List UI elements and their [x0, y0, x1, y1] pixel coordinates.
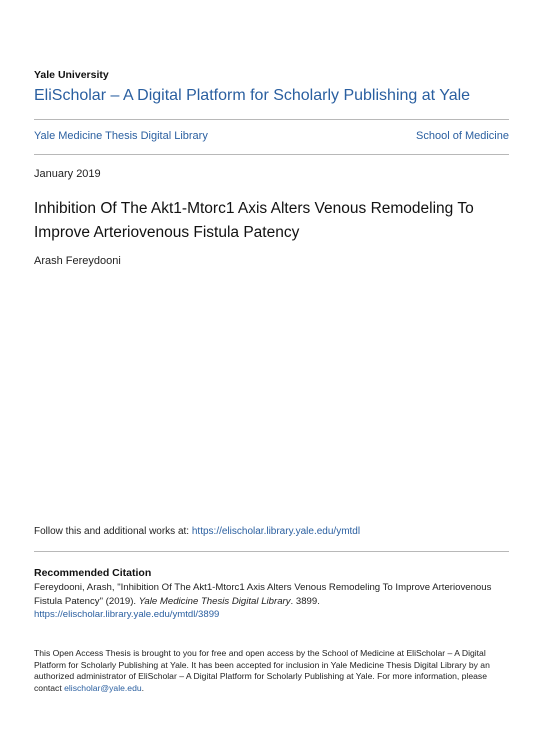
notice-text: This Open Access Thesis is brought to you for free and open access by the School of Medicine at EliScholar – A Digital Platform for Scholarly Publishing at Yale. It has been accepted for inclusion in Yale Medicine Thesis Digital Library by an authorized administrator of EliScholar – A Digital Platform for Scholarly Publishing at Yale. For more information, please contact — [34, 648, 490, 693]
document-title: Inhibition Of The Akt1-Mtorc1 Axis Alters Venous Remodeling To Improve Arteriovenous Fistula Patency — [34, 200, 474, 241]
access-notice — [34, 648, 509, 694]
notice-end: . — [141, 682, 145, 693]
department-link[interactable]: School of Medicine — [416, 130, 509, 142]
citation-block — [34, 581, 509, 622]
follow-label: Follow this and additional works at: — [34, 526, 192, 537]
collection-url-link[interactable]: https://elischolar.library.yale.edu/ymtdl — [191, 526, 361, 537]
citation-divider — [34, 551, 509, 552]
follow-line — [34, 526, 360, 537]
top-divider — [34, 119, 509, 120]
header-divider — [34, 154, 509, 155]
citation-heading: Recommended Citation — [34, 567, 152, 579]
institution-name: Yale University — [34, 69, 109, 81]
citation-url-link[interactable]: https://elischolar.library.yale.edu/ymtdl/3899 — [34, 609, 220, 620]
collection-link[interactable]: Yale Medicine Thesis Digital Library — [34, 130, 208, 142]
repository-link[interactable]: EliScholar – A Digital Platform for Scholarly Publishing at Yale — [34, 87, 471, 104]
contact-email-link[interactable]: elischolar@yale.edu — [64, 682, 142, 693]
citation-text: Fereydooni, Arash, "Inhibition Of The Akt1-Mtorc1 Axis Alters Venous Remodeling To Improve Arteriovenous Fistula Patency" (2019). — [34, 582, 492, 607]
citation-issue: . 3899. — [290, 595, 320, 607]
citation-journal: Yale Medicine Thesis Digital Library — [138, 595, 291, 607]
publication-date: January 2019 — [34, 168, 101, 180]
author-name: Arash Fereydooni — [34, 255, 121, 267]
